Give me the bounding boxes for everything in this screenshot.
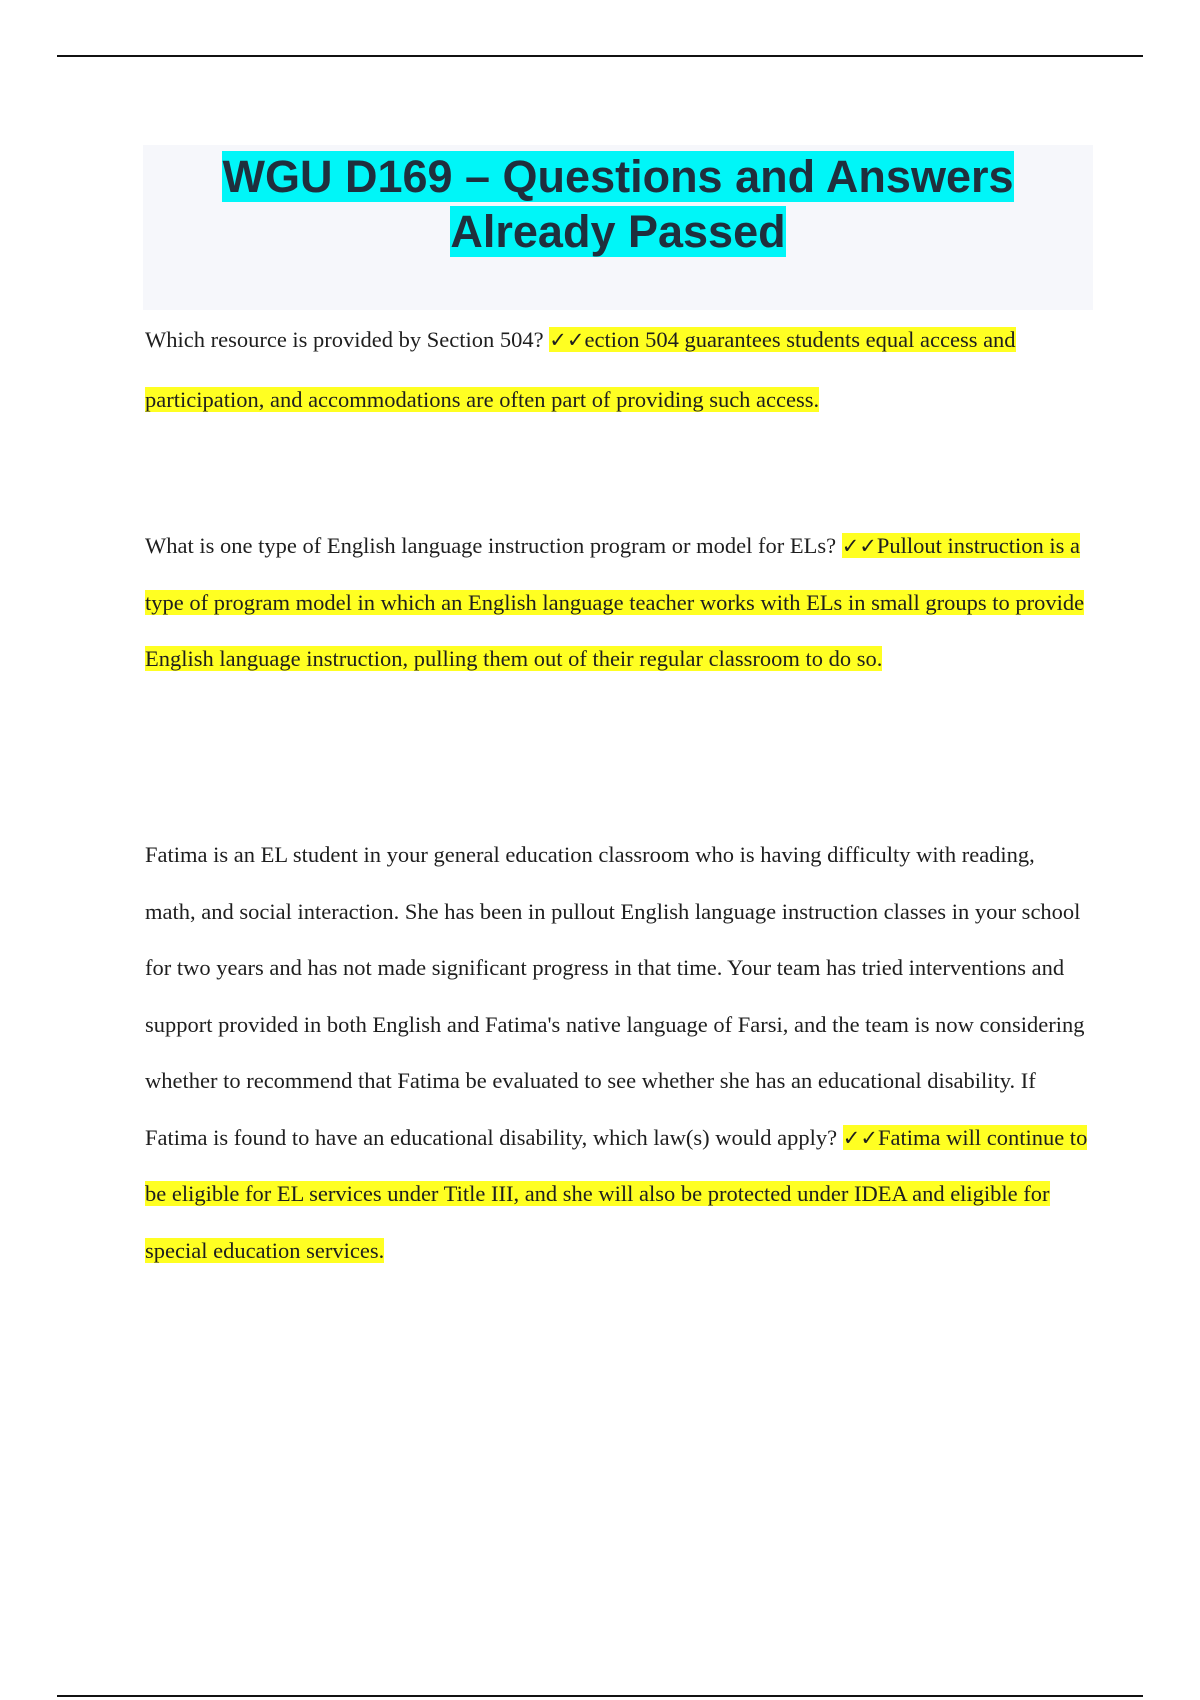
qa-item-3 [145,827,1090,1279]
qa-item-2 [145,518,1090,688]
double-check-icon: ✓✓ [841,534,877,558]
title-block [143,145,1093,310]
title-line-1: WGU D169 – Questions and Answers [222,151,1014,202]
answer-text: ection 504 guarantees students equal access and participation, and accommodations are often part of providing such access. [145,327,1016,412]
title-line-2: Already Passed [450,206,786,257]
double-check-icon: ✓✓ [549,328,585,352]
double-check-icon: ✓✓ [842,1125,878,1150]
header-rule [57,55,1143,57]
document-title [143,145,1093,259]
question-text: Fatima is an EL student in your general education classroom who is having difficulty with reading, math, and social interaction. She has been in pullout English language instruction classes in your school for two years and has not made significant progress in that time. Your team has tried interventions and support provided in both English and Fatima's native language of Farsi, and the team is now considering whether to recommend that Fatima be evaluated to see whether she has an educational disability. If Fatima is found to have an educational disability, which law(s) would apply? [145,842,1085,1150]
answer-text: Pullout instruction is a type of program model in which an English language teacher works with ELs in small groups to provide English language instruction, pulling them out of their regular classroom to do so. [145,533,1085,671]
answer-text: Fatima will continue to be eligible for EL services under Title III, and she will also be protected under IDEA and eligible for special education services. [145,1124,1088,1263]
question-text: What is one type of English language instruction program or model for ELs? [145,533,842,558]
question-text: Which resource is provided by Section 504? [145,327,550,352]
footer-rule [57,1695,1143,1697]
qa-item-1 [145,310,1090,430]
